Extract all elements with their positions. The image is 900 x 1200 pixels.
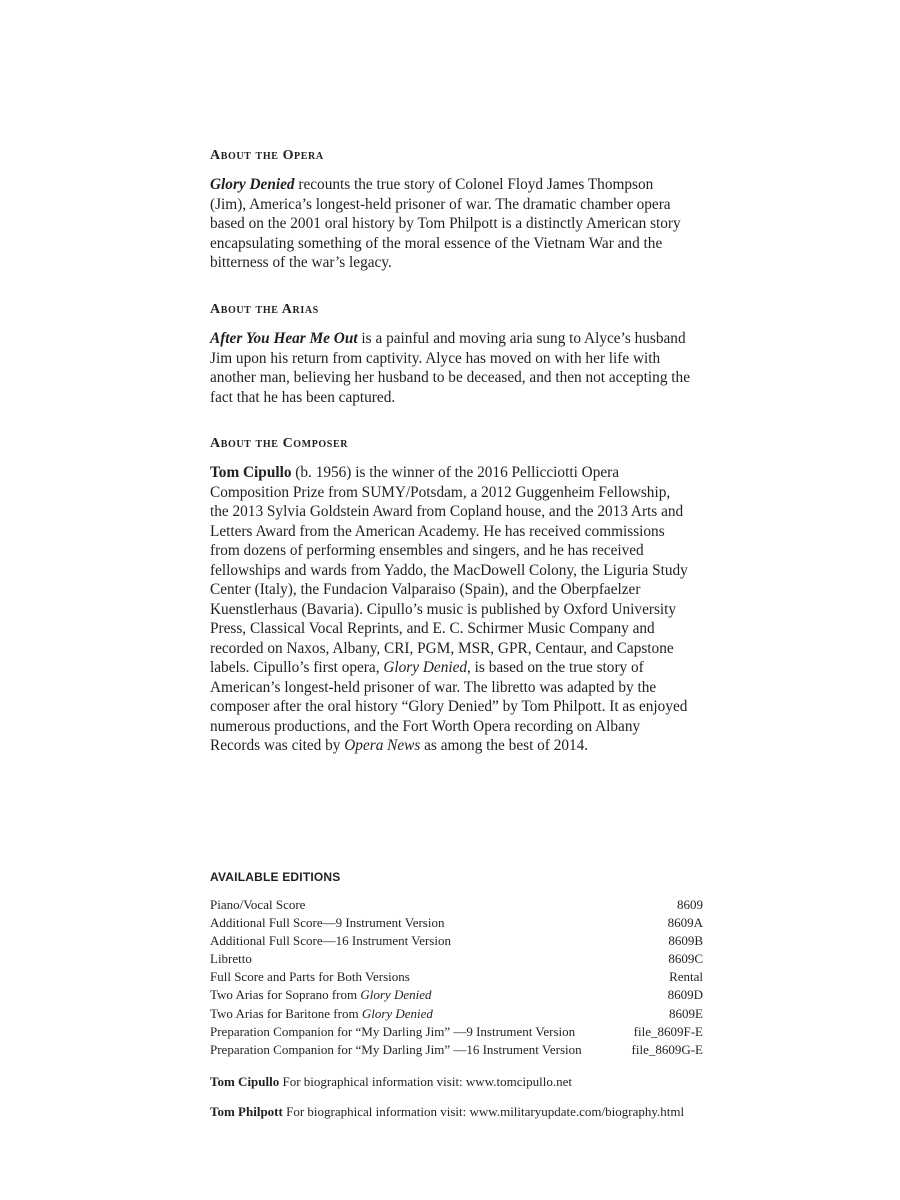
edition-label <box>210 896 305 914</box>
edition-row <box>210 896 703 914</box>
edition-label <box>210 1041 582 1059</box>
edition-code: file_8609F-E <box>633 1023 703 1039</box>
editions-list <box>210 896 703 1059</box>
edition-label-text: Preparation Companion for “My Darling Jim” —9 Instrument Version <box>210 1023 576 1039</box>
edition-row <box>210 1023 703 1041</box>
edition-code: 8609 <box>677 897 703 912</box>
edition-row <box>210 1041 703 1059</box>
edition-label-text: Piano/Vocal Score <box>210 897 306 912</box>
bio-philpott-text: For biographical information visit: www.militaryupdate.com/biography.html <box>282 1104 685 1119</box>
edition-label-text: Additional Full Score—9 Instrument Version <box>210 915 445 931</box>
edition-label <box>210 1005 433 1023</box>
about-arias-section <box>210 302 690 407</box>
edition-code: Rental <box>669 969 703 985</box>
about-arias-text: is a painful and moving aria sung to Alyce’s husband Jim upon his return from captivity. Alyce has moved on with her life with another man, believing her husband to be deceased, and then not accepting the fact that he has been captured. <box>210 330 690 406</box>
edition-code: 8609E <box>669 1005 703 1021</box>
composer-name: Tom Cipullo <box>210 464 292 481</box>
edition-code: 8609D <box>667 987 703 1003</box>
publication-name: Opera News <box>344 737 421 754</box>
bio-cipullo-text: For biographical information visit: www.tomcipullo.net <box>279 1074 572 1089</box>
bio-cipullo-name: Tom Cipullo <box>210 1074 280 1089</box>
edition-row <box>210 1005 703 1023</box>
bio-philpott <box>210 1104 684 1120</box>
edition-label-text: Preparation Companion for “My Darling Jim” —16 Instrument Version <box>210 1041 582 1057</box>
editions-heading: AVAILABLE EDITIONS <box>210 870 341 884</box>
edition-label <box>210 950 252 968</box>
edition-label-text: Two Arias for Soprano from <box>210 987 361 1003</box>
edition-label-text: Two Arias for Baritone from <box>210 1005 362 1021</box>
edition-code: 8609B <box>668 933 703 949</box>
edition-row <box>210 932 703 950</box>
edition-label-title: Glory Denied <box>360 987 432 1003</box>
opera-title: Glory Denied <box>210 176 295 193</box>
about-opera-paragraph <box>210 175 690 273</box>
about-opera-heading: About the Opera <box>210 148 324 163</box>
about-arias-heading: About the Arias <box>210 302 319 317</box>
edition-row <box>210 914 703 932</box>
edition-code: 8609A <box>667 915 703 931</box>
bio-philpott-name: Tom Philpott <box>210 1104 283 1119</box>
about-composer-paragraph <box>210 463 690 756</box>
edition-label <box>210 968 410 986</box>
about-composer-heading: About the Composer <box>210 436 349 451</box>
edition-row <box>210 950 703 968</box>
composer-text-3: as among the best of 2014. <box>420 737 589 754</box>
edition-label-text: Full Score and Parts for Both Versions <box>210 969 410 985</box>
edition-code: file_8609G-E <box>631 1041 703 1057</box>
edition-label-title: Glory Denied <box>361 1005 433 1021</box>
edition-label <box>210 914 444 932</box>
edition-row <box>210 986 703 1004</box>
about-arias-paragraph <box>210 329 690 407</box>
edition-code: 8609C <box>668 951 703 967</box>
edition-row <box>210 968 703 986</box>
composer-text-1: (b. 1956) is the winner of the 2016 Pellicciotti Opera Composition Prize from SUMY/Potsdam, a 2012 Guggenheim Fellowship, the 2013 Sylvia Goldstein Award from Copland house, and the 2013 Arts and Letters Award from the American Academy. He has received commissions from dozens of performing ensembles and singers, and he has received fellowships and wards from Yaddo, the MacDowell Colony, the Liguria Study Center (Italy), the Fundacion Valparaiso (Spain), and the Oberpfaelzer Kuenstlerhaus (Bavaria). Cipullo’s music is published by Oxford University Press, Classical Vocal Reprints, and E. C. Schirmer Music Company and recorded on Naxos, Albany, CRI, PGM, MSR, GPR, Centaur, and Capstone labels. Cipullo’s first opera, <box>210 464 688 676</box>
about-opera-text: recounts the true story of Colonel Floyd James Thompson (Jim), America’s longest-held prisoner of war. The dramatic chamber opera based on the 2001 oral history by Tom Philpott is a distinctly American story encapsulating something of the moral essence of the Vietnam War and the bitterness of the war’s legacy. <box>210 176 681 271</box>
about-composer-section <box>210 436 690 756</box>
edition-label-text: Additional Full Score—16 Instrument Version <box>210 933 451 949</box>
aria-title: After You Hear Me Out <box>210 330 358 347</box>
edition-label-text: Libretto <box>210 951 252 967</box>
composer-opera-title: Glory Denied <box>383 659 468 676</box>
composer-text-2: , is based on the true story of American’s longest-held prisoner of war. The libretto was adapted by the composer after the oral history “Glory Denied” by Tom Philpott. It as enjoyed numerous productions, and the Fort Worth Opera recording on Albany Records was cited by <box>210 659 688 754</box>
edition-label <box>210 1023 575 1041</box>
about-opera-section <box>210 148 690 273</box>
edition-label <box>210 932 451 950</box>
bio-cipullo <box>210 1074 572 1090</box>
edition-label <box>210 986 432 1004</box>
